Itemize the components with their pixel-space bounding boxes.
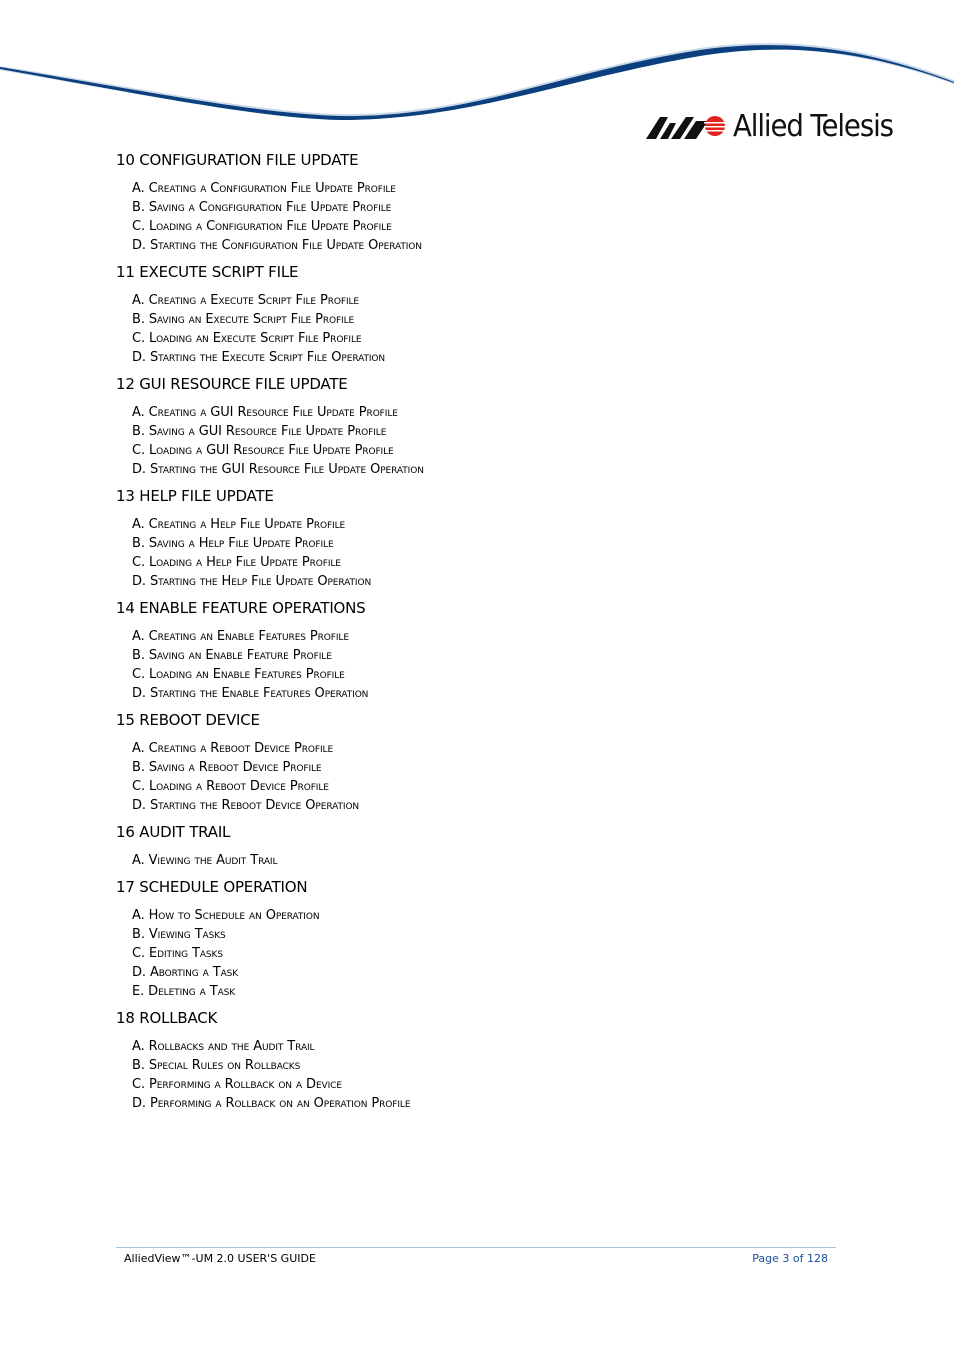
toc-entry[interactable]: E. Deleting a Task — [132, 984, 236, 999]
toc-section-heading[interactable]: 17 SCHEDULE OPERATION — [116, 878, 308, 896]
toc-section-heading[interactable]: 10 CONFIGURATION FILE UPDATE — [116, 151, 359, 169]
toc-section-items — [116, 179, 816, 255]
toc-section-items — [116, 906, 816, 1001]
toc-section-items — [116, 739, 816, 815]
toc-section-items — [116, 851, 816, 870]
toc-entry[interactable]: A. Creating a Execute Script File Profile — [132, 293, 360, 308]
allied-telesis-logo-mark-icon — [646, 114, 726, 140]
toc-entry[interactable]: A. How to Schedule an Operation — [132, 908, 320, 923]
toc-section-heading[interactable]: 16 AUDIT TRAIL — [116, 823, 231, 841]
toc-entry[interactable]: C. Loading a GUI Resource File Update Profile — [132, 443, 394, 458]
toc-section-heading[interactable]: 11 EXECUTE SCRIPT FILE — [116, 263, 299, 281]
toc-section-items — [116, 291, 816, 367]
footer-page-number: Page 3 of 128 — [752, 1252, 828, 1265]
table-of-contents — [116, 151, 816, 1121]
toc-entry[interactable]: B. Saving a Reboot Device Profile — [132, 760, 322, 775]
toc-section-heading[interactable]: 12 GUI RESOURCE FILE UPDATE — [116, 375, 348, 393]
toc-entry[interactable]: A. Creating an Enable Features Profile — [132, 629, 349, 644]
toc-entry[interactable]: D. Starting the Help File Update Operation — [132, 574, 372, 589]
footer-divider — [116, 1247, 836, 1248]
toc-section-heading[interactable]: 13 HELP FILE UPDATE — [116, 487, 274, 505]
toc-section-items — [116, 515, 816, 591]
toc-entry[interactable]: D. Starting the GUI Resource File Update Operation — [132, 462, 424, 477]
toc-entry[interactable]: A. Rollbacks and the Audit Trail — [132, 1039, 315, 1054]
toc-entry[interactable]: A. Creating a Configuration File Update Profile — [132, 181, 396, 196]
toc-entry[interactable]: B. Saving a GUI Resource File Update Profile — [132, 424, 387, 439]
toc-entry[interactable]: D. Aborting a Task — [132, 965, 239, 980]
toc-section-heading[interactable]: 18 ROLLBACK — [116, 1009, 218, 1027]
toc-entry[interactable]: B. Saving a Help File Update Profile — [132, 536, 334, 551]
toc-entry[interactable]: A. Creating a Help File Update Profile — [132, 517, 346, 532]
toc-entry[interactable]: D. Starting the Execute Script File Operation — [132, 350, 386, 365]
toc-entry[interactable]: B. Saving a Congfiguration File Update Profile — [132, 200, 392, 215]
toc-entry[interactable]: B. Special Rules on Rollbacks — [132, 1058, 301, 1073]
toc-entry[interactable]: C. Loading a Configuration File Update Profile — [132, 219, 392, 234]
toc-section-heading[interactable]: 14 ENABLE FEATURE OPERATIONS — [116, 599, 366, 617]
toc-section-items — [116, 1037, 816, 1113]
toc-entry[interactable]: B. Viewing Tasks — [132, 927, 226, 942]
logo-text: Allied Telesis — [733, 109, 893, 144]
toc-entry[interactable]: D. Starting the Configuration File Update Operation — [132, 238, 422, 253]
toc-entry[interactable]: B. Saving an Enable Feature Profile — [132, 648, 332, 663]
toc-entry[interactable]: C. Loading a Reboot Device Profile — [132, 779, 329, 794]
toc-entry[interactable]: A. Creating a GUI Resource File Update Profile — [132, 405, 398, 420]
footer-document-title: AlliedView™-UM 2.0 USER'S GUIDE — [124, 1252, 316, 1265]
allied-telesis-logo — [646, 108, 907, 146]
toc-entry[interactable]: D. Starting the Reboot Device Operation — [132, 798, 360, 813]
toc-entry[interactable]: B. Saving an Execute Script File Profile — [132, 312, 355, 327]
toc-section-items — [116, 403, 816, 479]
toc-entry[interactable]: D. Performing a Rollback on an Operation Profile — [132, 1096, 411, 1111]
toc-entry[interactable]: C. Performing a Rollback on a Device — [132, 1077, 342, 1092]
toc-section-heading[interactable]: 15 REBOOT DEVICE — [116, 711, 260, 729]
toc-entry[interactable]: C. Loading a Help File Update Profile — [132, 555, 341, 570]
toc-entry[interactable]: A. Viewing the Audit Trail — [132, 853, 278, 868]
toc-section-items — [116, 627, 816, 703]
toc-entry[interactable]: A. Creating a Reboot Device Profile — [132, 741, 334, 756]
toc-entry[interactable]: C. Loading an Enable Features Profile — [132, 667, 345, 682]
toc-entry[interactable]: C. Editing Tasks — [132, 946, 223, 961]
toc-entry[interactable]: D. Starting the Enable Features Operation — [132, 686, 369, 701]
toc-entry[interactable]: C. Loading an Execute Script File Profile — [132, 331, 362, 346]
